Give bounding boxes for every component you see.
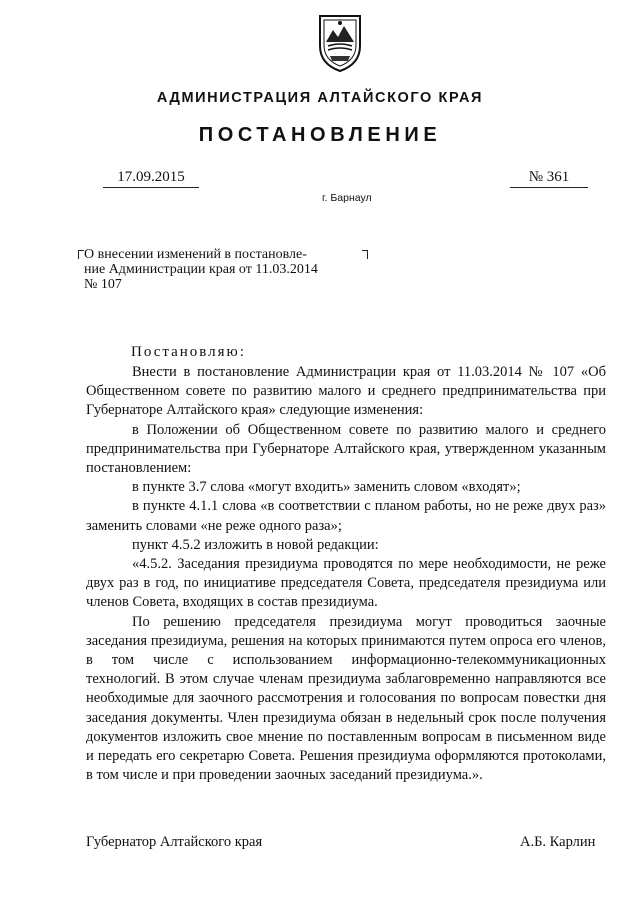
- subject-line: № 107: [84, 277, 122, 292]
- body-paragraph: Внести в постановление Администрации края от 11.03.2014 № 107 «Об Общественном совете по развитию малого и среднего предпринимательства при Губернаторе Алтайского края» следующие изменения:: [86, 364, 606, 419]
- subject-bracket-right: [362, 250, 368, 259]
- document-subject: [84, 247, 366, 292]
- coat-of-arms-icon: [314, 12, 366, 74]
- body-paragraph: пункт 4.5.2 изложить в новой редакции:: [132, 536, 379, 553]
- subject-bracket-left: [78, 250, 84, 259]
- signatory-name: А.Б. Карлин: [520, 834, 596, 850]
- signatory-role: Губернатор Алтайского края: [86, 834, 263, 850]
- document-number: № 361: [510, 169, 588, 188]
- document-body: [86, 363, 606, 785]
- body-paragraph: По решению председателя президиума могут проводиться заочные заседания президиума, решения на которых принимаются путем опроса его членов, в том числе с использованием информационно-телекоммуникационных технологий. В этом случае членам президиума заблаговременно направляются все необходимые для заочного рассмотрения и голосования по вопросам повестки дня заседания документы. Член президиума обязан в недельный срок после получения документов изложить свое мнение по поставленным вопросам в письменном виде и передать его секретарю Совета. Решения президиума оформляются протоколами, в том числе и при проведении заочных заседаний президиума.».: [86, 613, 606, 784]
- organization-name: АДМИНИСТРАЦИЯ АЛТАЙСКОГО КРАЯ: [156, 90, 484, 106]
- resolve-word: Постановляю:: [131, 344, 246, 360]
- subject-line: ние Администрации края от 11.03.2014: [84, 262, 318, 277]
- body-paragraph: в Положении об Общественном совете по развитию малого и среднего предпринимательства при Губернаторе Алтайского края, утвержденном указанным постановлением:: [86, 421, 606, 477]
- body-paragraph: в пункте 3.7 слова «могут входить» заменить словом «входят»;: [132, 479, 521, 496]
- subject-line: О внесении изменений в постановле-: [84, 247, 307, 262]
- document-date: 17.09.2015: [103, 169, 199, 188]
- body-paragraph: «4.5.2. Заседания президиума проводятся по мере необходимости, не реже двух раз в год, по инициативе председателя Совета, председателя президиума или членов Совета, входящих в состав президиума.: [86, 556, 606, 611]
- city: г. Барнаул: [322, 192, 372, 204]
- document-type: ПОСТАНОВЛЕНИЕ: [198, 124, 442, 146]
- body-paragraph: в пункте 4.1.1 слова «в соответствии с планом работы, но не реже двух раз» заменить словами «не реже одного раза»;: [86, 498, 606, 534]
